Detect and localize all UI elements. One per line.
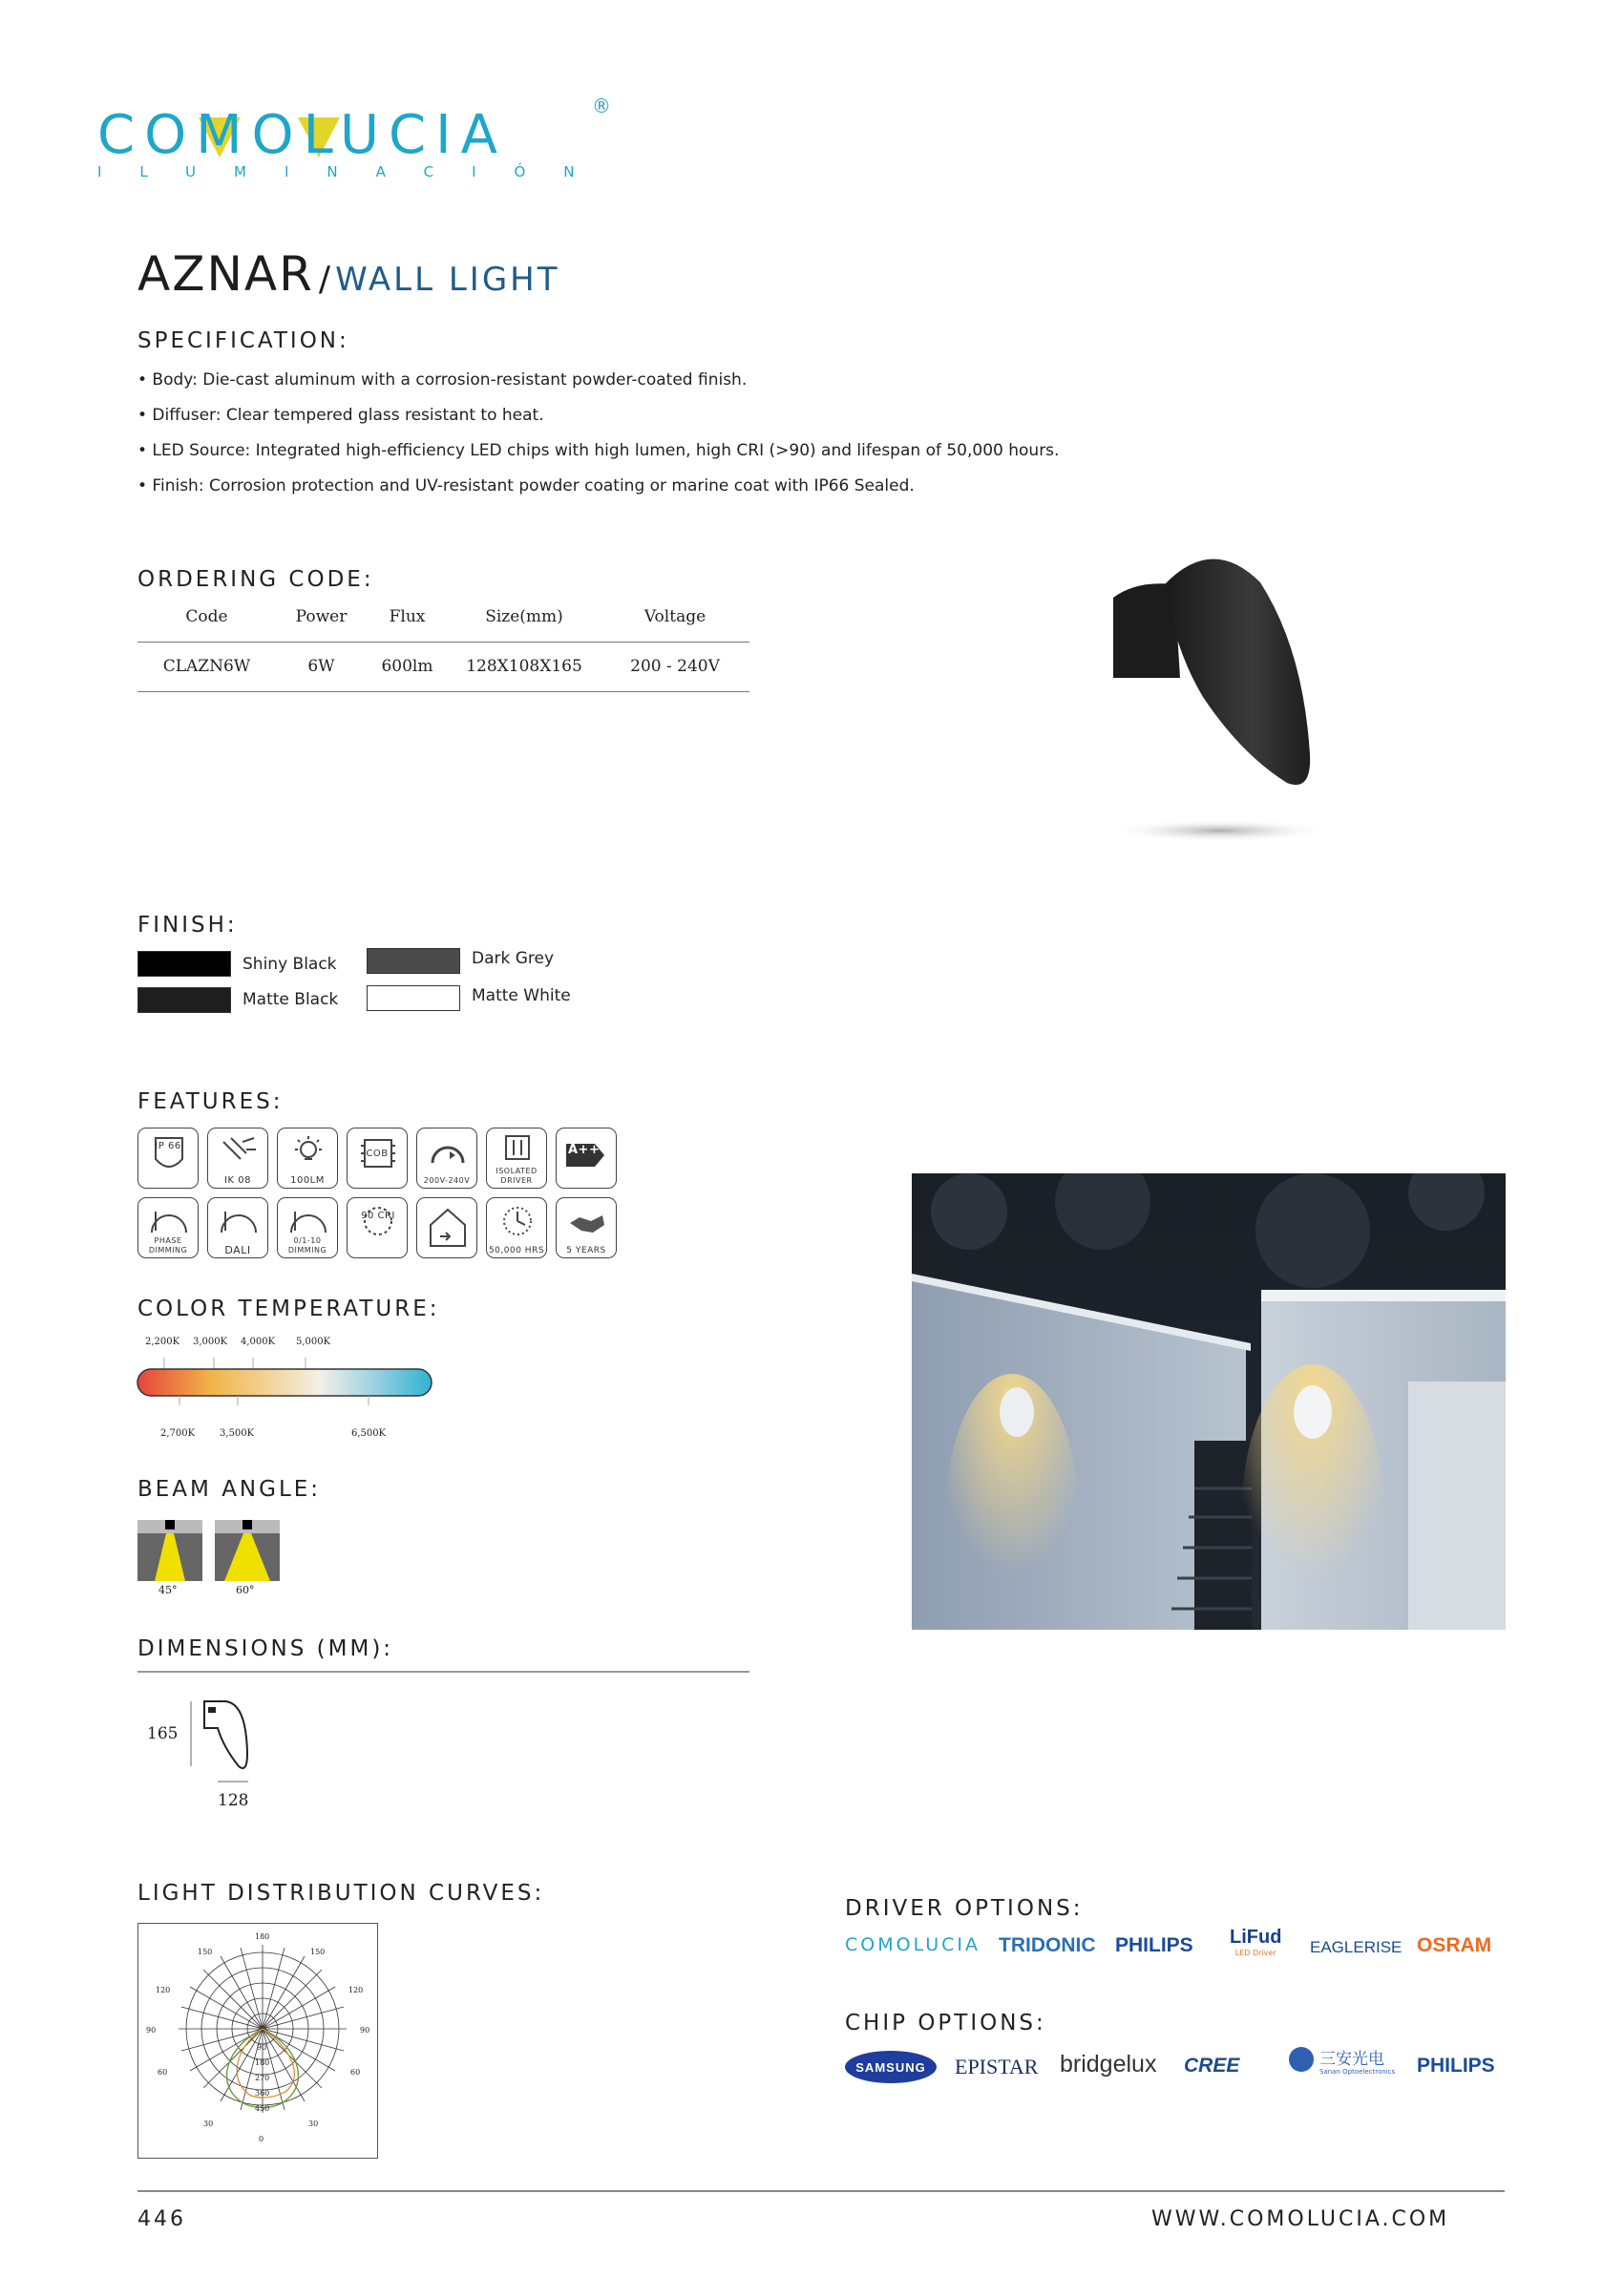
- cri-icon: [347, 1197, 408, 1258]
- table-row: [137, 642, 749, 691]
- column-header: Flux: [389, 606, 426, 626]
- product-name: AZNAR: [137, 246, 314, 302]
- driver-brand-philips: PHILIPS: [1115, 1934, 1193, 1956]
- driver-options-heading: DRIVER OPTIONS:: [845, 1896, 1084, 1921]
- finish-label: Matte White: [472, 986, 571, 1005]
- dimensions-drawing: [189, 1690, 275, 1795]
- feature-label: 100LM: [290, 1175, 325, 1186]
- brand-name: 三安光电: [1319, 2050, 1384, 2069]
- feature-label: IP 66: [155, 1141, 181, 1151]
- polar-radial-label: 450: [255, 2104, 270, 2113]
- beam-45-icon: [137, 1520, 202, 1581]
- light-distribution-heading: LIGHT DISTRIBUTION CURVES:: [137, 1881, 545, 1906]
- features-grid: [137, 1128, 634, 1261]
- feature-label: A++: [568, 1143, 601, 1157]
- polar-angle-label: 60: [158, 2068, 168, 2077]
- ct-label: 3,000K: [193, 1337, 228, 1347]
- color-swatch: [137, 987, 231, 1013]
- table-header-row: [137, 592, 749, 642]
- polar-angle-label: 30: [203, 2120, 214, 2128]
- features-heading: FEATURES:: [137, 1089, 284, 1114]
- logo-registered: ®: [592, 95, 611, 117]
- finish-heading: FINISH:: [137, 913, 238, 938]
- table-cell: 200 - 240V: [630, 657, 720, 676]
- table-cell: 6W: [307, 657, 335, 676]
- color-temperature-heading: COLOR TEMPERATURE:: [137, 1297, 440, 1321]
- logo-subtitle: ILUMINACIÓN: [97, 163, 613, 180]
- chip-brand-bridgelux: bridgelux: [1060, 2051, 1157, 2078]
- lifespan-icon: [486, 1197, 547, 1258]
- feature-label: ISOLATED DRIVER: [496, 1167, 538, 1185]
- column-header: Power: [295, 606, 348, 626]
- chip-brand-philips: PHILIPS: [1417, 2055, 1495, 2077]
- driver-brand-tridonic: TRIDONIC: [999, 1934, 1096, 1956]
- spec-item: • LED Source: Integrated high-efficiency LED chips with high lumen, high CRI (>90) and lifespan of 50,000 hours.: [137, 441, 1060, 460]
- polar-radial-label: 90: [257, 2043, 267, 2052]
- specification-heading: SPECIFICATION:: [137, 328, 349, 353]
- finish-option: [137, 951, 386, 980]
- phase-dimming-icon: [137, 1197, 199, 1258]
- feature-label: 90 CRI: [361, 1211, 395, 1221]
- warranty-icon: [556, 1197, 617, 1258]
- lumen-icon: [277, 1128, 338, 1189]
- sanan-emblem: [1289, 2047, 1314, 2072]
- dimming-0-10-icon: [277, 1197, 338, 1258]
- column-header: Code: [185, 606, 228, 626]
- feature-label: 50,000 HRS: [488, 1246, 545, 1255]
- color-swatch: [367, 948, 460, 974]
- product-category: WALL LIGHT: [335, 261, 560, 299]
- polar-angle-label: 0: [259, 2135, 264, 2143]
- color-swatch: [137, 951, 231, 977]
- polar-angle-label: 120: [156, 1986, 171, 1994]
- brand-logo: [97, 95, 613, 186]
- voltage-icon: [416, 1128, 477, 1189]
- ordering-heading: ORDERING CODE:: [137, 567, 374, 592]
- finish-label: Dark Grey: [472, 949, 555, 968]
- finish-label: Matte Black: [243, 990, 339, 1009]
- spec-item: • Body: Die-cast aluminum with a corrosion-resistant powder-coated finish.: [137, 370, 748, 390]
- chip-options-heading: CHIP OPTIONS:: [845, 2011, 1046, 2035]
- dimensions-divider: [137, 1671, 749, 1673]
- ct-label: 4,000K: [241, 1337, 276, 1347]
- driver-brand-eaglerise: EAGLERISE: [1310, 1938, 1403, 1956]
- website-url: WWW.COMOLUCIA.COM: [1151, 2207, 1450, 2231]
- spec-item: • Diffuser: Clear tempered glass resistant to heat.: [137, 406, 544, 425]
- polar-angle-label: 30: [308, 2120, 319, 2128]
- brand-name: SAMSUNG: [855, 2059, 926, 2075]
- driver-brand-osram: OSRAM: [1417, 1934, 1492, 1956]
- chip-brand-sanan: [1289, 2043, 1394, 2085]
- beam-angle-heading: BEAM ANGLE:: [137, 1477, 322, 1502]
- polar-radial-label: 180: [255, 2058, 270, 2067]
- beam-60-icon: [215, 1520, 280, 1581]
- product-title: [137, 246, 560, 302]
- polar-angle-label: 90: [146, 2026, 157, 2035]
- polar-angle-label: 150: [310, 1948, 326, 1956]
- logo-wordmark: COMOLUCIA: [97, 104, 507, 166]
- indoor-outdoor-icon: [416, 1197, 477, 1258]
- feature-label: 0/1-10 DIMMING: [287, 1236, 327, 1255]
- feature-label: PHASE DIMMING: [148, 1236, 188, 1255]
- ct-label: 2,200K: [145, 1337, 180, 1347]
- chip-brand-cree: CREE: [1184, 2055, 1240, 2077]
- driver-brand-comolucia: [845, 1934, 981, 1955]
- beam-label: 60°: [236, 1584, 255, 1596]
- ct-label: 2,700K: [160, 1428, 196, 1439]
- polar-chart-frame: [137, 1923, 378, 2159]
- polar-chart: [138, 1924, 376, 2157]
- ct-label: 5,000K: [296, 1337, 331, 1347]
- polar-radial-label: 360: [255, 2089, 270, 2098]
- feature-label: COB: [366, 1149, 389, 1159]
- finish-label: Shiny Black: [243, 955, 337, 974]
- spec-item: • Finish: Corrosion protection and UV-resistant powder coating or marine coat with IP66 Sealed.: [137, 476, 915, 496]
- feature-label: DALI: [224, 1244, 251, 1256]
- energy-class-icon: [556, 1128, 617, 1189]
- chip-brand-samsung: [845, 2051, 937, 2083]
- polar-angle-label: 60: [350, 2068, 361, 2077]
- finish-option: [367, 948, 615, 977]
- dimensions-heading: DIMENSIONS (MM):: [137, 1636, 394, 1661]
- feature-label: IK 08: [224, 1175, 251, 1186]
- page-number: 446: [137, 2207, 186, 2231]
- product-image: [1098, 544, 1346, 850]
- ordering-table: [137, 592, 749, 692]
- ct-label: 3,500K: [220, 1428, 255, 1439]
- chip-brand-epistar: EPISTAR: [955, 2055, 1039, 2078]
- polar-radial-label: 270: [255, 2074, 270, 2082]
- dimension-height: 165: [147, 1724, 179, 1743]
- column-header: Voltage: [643, 606, 707, 626]
- dali-icon: [207, 1197, 268, 1258]
- installation-photo: [912, 1173, 1506, 1630]
- isolated-driver-icon: [486, 1128, 547, 1189]
- ct-label: 6,500K: [351, 1428, 387, 1439]
- finish-option: [367, 985, 615, 1014]
- polar-angle-label: 180: [255, 1932, 270, 1941]
- feature-label: 200V-240V: [423, 1176, 471, 1185]
- brand-name: COMOLUCIA: [845, 1934, 981, 1955]
- ip66-icon: [137, 1128, 199, 1189]
- polar-angle-label: 120: [348, 1986, 364, 1994]
- title-separator: /: [318, 260, 331, 299]
- table-cell: CLAZN6W: [162, 657, 251, 676]
- ik08-icon: [207, 1128, 268, 1189]
- driver-brand-lifud: [1230, 1927, 1281, 1957]
- polar-angle-label: 150: [198, 1948, 213, 1956]
- table-cell: 128X108X165: [466, 657, 582, 676]
- dimension-width: 128: [218, 1791, 249, 1810]
- polar-angle-label: 90: [360, 2026, 370, 2035]
- brand-subtitle: LED Driver: [1234, 1949, 1276, 1957]
- specification-list: [137, 370, 1283, 512]
- color-temperature-bar: [136, 1350, 437, 1407]
- cob-icon: [347, 1128, 408, 1189]
- brand-subtitle: Sanan Optoelectronics: [1319, 2068, 1396, 2076]
- column-header: Size(mm): [485, 606, 563, 626]
- beam-label: 45°: [158, 1584, 178, 1596]
- footer-divider: [137, 2190, 1505, 2192]
- color-swatch: [367, 985, 460, 1011]
- feature-label: 5 YEARS: [566, 1246, 606, 1255]
- table-cell: 600lm: [381, 657, 433, 676]
- finish-option: [137, 987, 386, 1016]
- brand-name: LiFud: [1230, 1927, 1282, 1948]
